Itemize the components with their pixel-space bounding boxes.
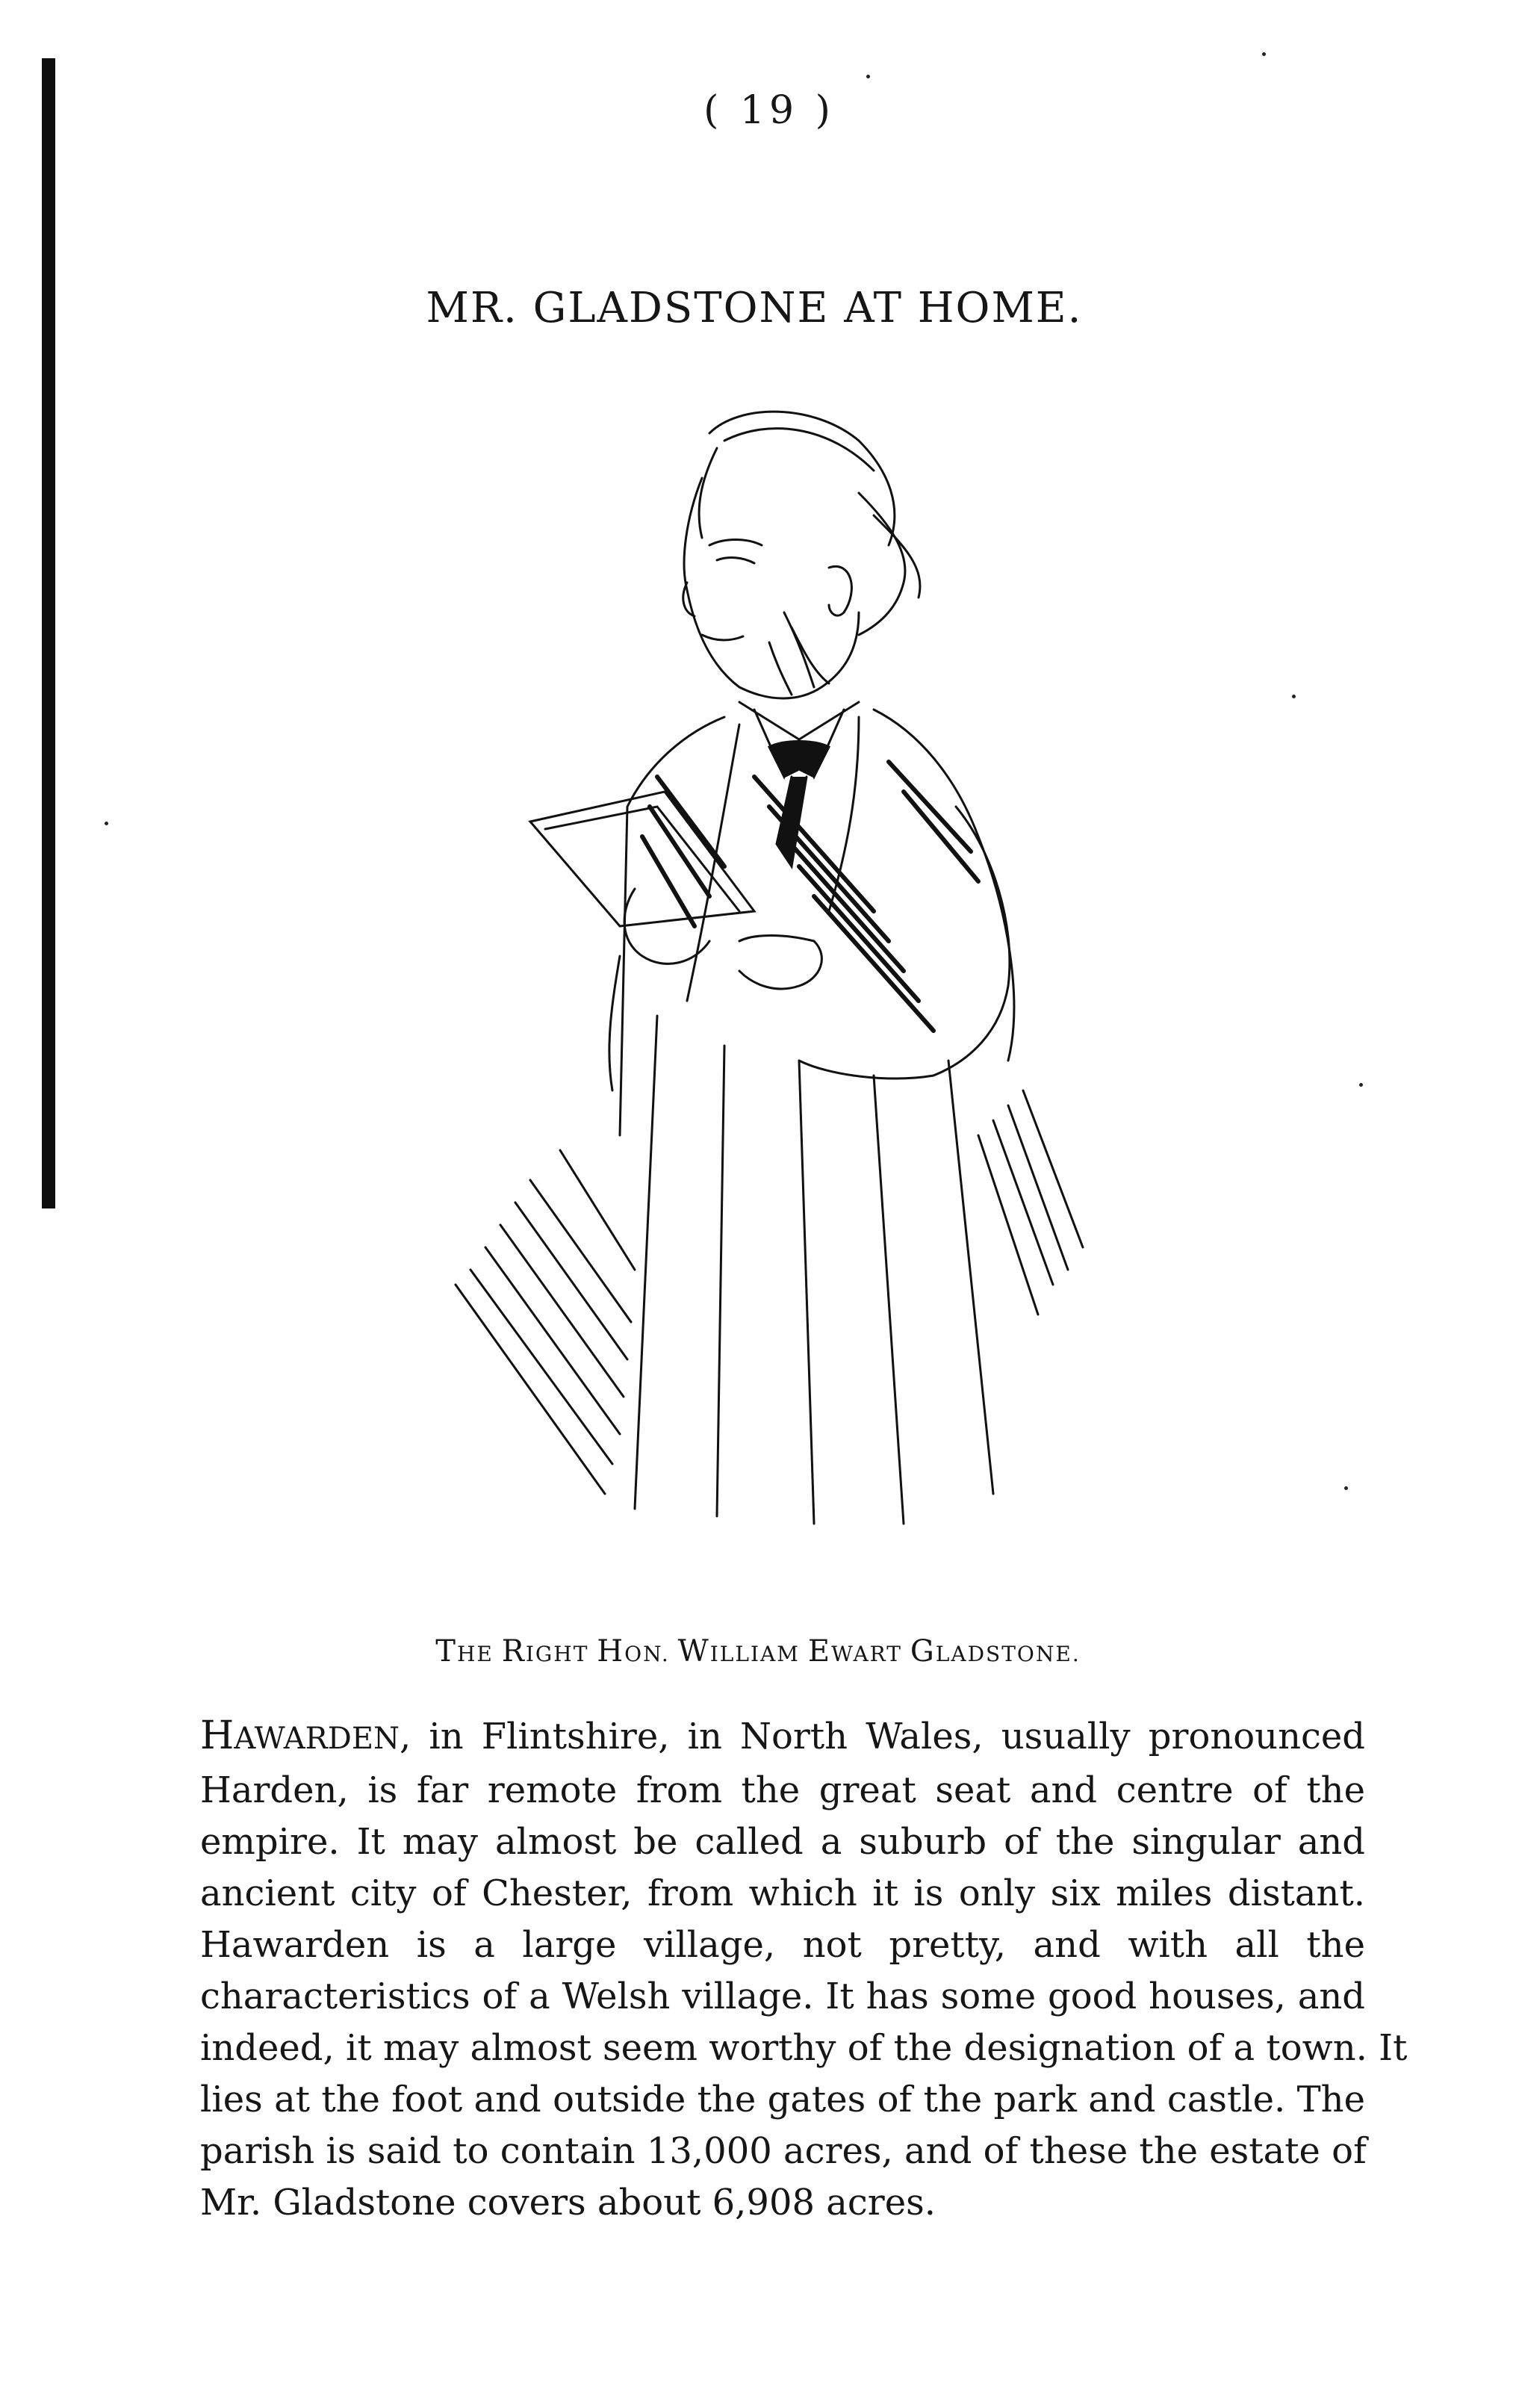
margin-rule [42,58,55,1208]
caption-part: IGHT [525,1642,597,1666]
ink-speck [1262,52,1266,56]
ink-speck [866,75,870,78]
paragraph-line: indeed, it may almost seem worthy of the designation of a town. It [200,2027,1408,2069]
ink-speck [105,822,108,825]
page-number: ( 19 ) [703,88,835,133]
caption-part: WART [831,1642,910,1666]
paragraph-line: parish is said to contain 13,000 acres, and of these the estate of [200,2130,1367,2172]
paragraph-line: Mr. Gladstone covers about 6,908 acres. [200,2182,936,2224]
paragraph-line: lies at the foot and outside the gates of the park and castle. The [200,2079,1365,2120]
caption-part: H [597,1634,625,1669]
caption-part: R [501,1634,526,1669]
caption-part: HE [456,1642,502,1666]
caption-part: ILLIAM [709,1642,808,1666]
illustration-caption [224,1634,1292,1669]
caption-part: LADSTONE. [935,1642,1081,1666]
page-title: MR. GLADSTONE AT HOME. [426,284,1083,332]
paragraph-line [200,1710,1365,1765]
line-text: , in Flintshire, in North Wales, usually pronounced [400,1716,1365,1757]
caption-part: E [807,1634,832,1669]
paragraph-line: Hawarden is a large village, not pretty, and with all the [200,1924,1365,1966]
body-paragraph [200,1710,1408,2229]
caption-part: W [677,1634,710,1669]
paragraph-line: empire. It may almost be called a suburb of the singular and [200,1821,1365,1863]
portrait-illustration [336,388,1210,1613]
lead-initial: H [200,1713,234,1758]
ink-speck [1344,1486,1348,1490]
caption-part: ON. [624,1642,678,1666]
paragraph-line: Harden, is far remote from the great seat and centre of the [200,1769,1365,1811]
ink-speck [1292,695,1296,698]
lead-small-caps: AWARDEN [234,1722,400,1756]
caption-part: T [435,1634,457,1669]
paragraph-line: ancient city of Chester, from which it is only six miles distant. [200,1872,1365,1914]
paragraph-line: characteristics of a Welsh village. It has some good houses, and [200,1976,1365,2017]
ink-speck [1359,1083,1363,1087]
caption-part: G [910,1634,936,1669]
